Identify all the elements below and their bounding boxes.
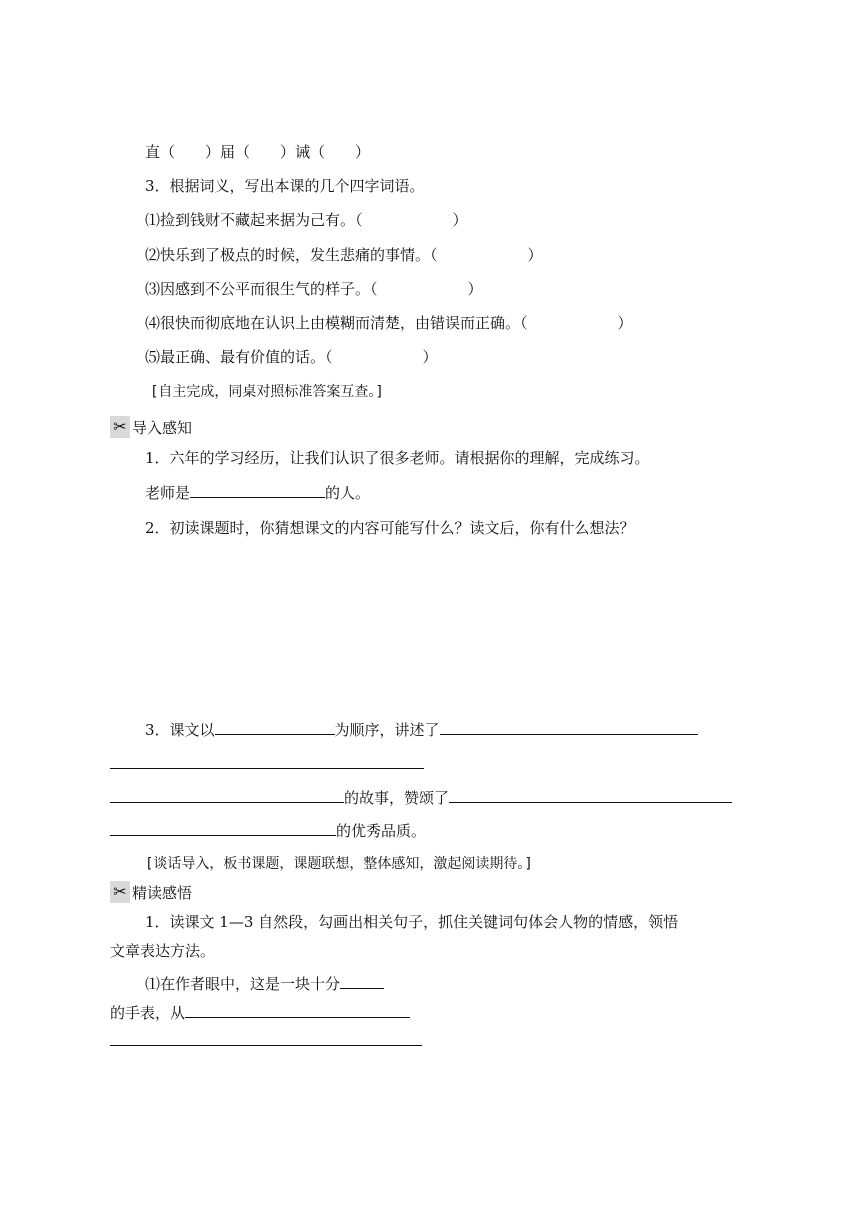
question-3-item-4: ⑷很快而彻底地在认识上由模糊而清楚，由错误而正确。（ ） bbox=[145, 314, 633, 332]
question-3-item-2: ⑵快乐到了极点的时候，发生悲痛的事情。（ ） bbox=[145, 246, 543, 264]
fill-prefix: ⑴在作者眼中，这是一块十分 bbox=[145, 975, 341, 993]
answer-blank-from[interactable] bbox=[185, 1001, 410, 1018]
fill-mid: 为顺序，讲述了 bbox=[334, 721, 440, 739]
intro-question-2: 2．初读课题时，你猜想课文的内容可能写什么？读文后，你有什么想法？ bbox=[145, 519, 635, 537]
section-title: 导入感知 bbox=[132, 418, 193, 437]
intro-question-3-line-1 bbox=[145, 718, 698, 741]
fill-story: 的故事，赞颂了 bbox=[344, 789, 450, 807]
intro-question-1: 1．六年的学习经历，让我们认识了很多老师。请根据你的理解，完成练习。 bbox=[145, 449, 650, 467]
answer-blank-quality[interactable] bbox=[110, 819, 336, 836]
scissors-icon: ✂ bbox=[110, 881, 130, 903]
section-heading-intro bbox=[110, 415, 192, 439]
answer-line[interactable] bbox=[110, 768, 424, 769]
reading-part-1-line-1 bbox=[145, 972, 384, 995]
section-heading-reading bbox=[110, 880, 192, 904]
answer-line[interactable] bbox=[110, 1045, 422, 1046]
char-bracket-line: 直（ ）届（ ）诫（ ） bbox=[145, 143, 371, 161]
scissors-icon: ✂ bbox=[110, 416, 130, 438]
teaching-note-2: [谈话导入，板书课题，课题联想，整体感知，激起阅读期待。] bbox=[145, 856, 533, 872]
answer-blank-story[interactable] bbox=[110, 786, 344, 803]
reading-question-1-line-1: 1．读课文 1—3 自然段，勾画出相关句子，抓住关键词句体会人物的情感，领悟 bbox=[145, 913, 679, 931]
question-3-title: 3．根据词义，写出本课的几个四字词语。 bbox=[145, 177, 425, 195]
answer-blank-praise[interactable] bbox=[449, 786, 732, 803]
question-3-item-5: ⑸最正确、最有价值的话。（ ） bbox=[145, 348, 438, 366]
fill-prefix: 的手表，从 bbox=[110, 1004, 186, 1022]
section-title: 精读感悟 bbox=[132, 883, 193, 902]
question-3-item-1: ⑴捡到钱财不藏起来据为己有。（ ） bbox=[145, 211, 468, 229]
fill-prefix: 老师是 bbox=[145, 484, 191, 502]
intro-question-1-fill bbox=[145, 481, 370, 504]
intro-question-3-line-4 bbox=[110, 819, 426, 842]
answer-blank[interactable] bbox=[190, 481, 325, 498]
answer-blank-order[interactable] bbox=[215, 718, 335, 735]
answer-blank-content[interactable] bbox=[440, 718, 698, 735]
question-3-item-3: ⑶因感到不公平而很生气的样子。（ ） bbox=[145, 280, 483, 298]
teaching-note-1: [自主完成，同桌对照标准答案互查。] bbox=[150, 384, 384, 400]
reading-part-1-line-2 bbox=[110, 1001, 410, 1024]
reading-question-1-line-2: 文章表达方法。 bbox=[110, 942, 216, 960]
fill-end: 的优秀品质。 bbox=[336, 822, 427, 840]
answer-blank-watch[interactable] bbox=[340, 972, 384, 989]
intro-question-3-line-3 bbox=[110, 786, 732, 809]
fill-prefix: 3．课文以 bbox=[145, 721, 215, 739]
fill-suffix: 的人。 bbox=[325, 484, 371, 502]
